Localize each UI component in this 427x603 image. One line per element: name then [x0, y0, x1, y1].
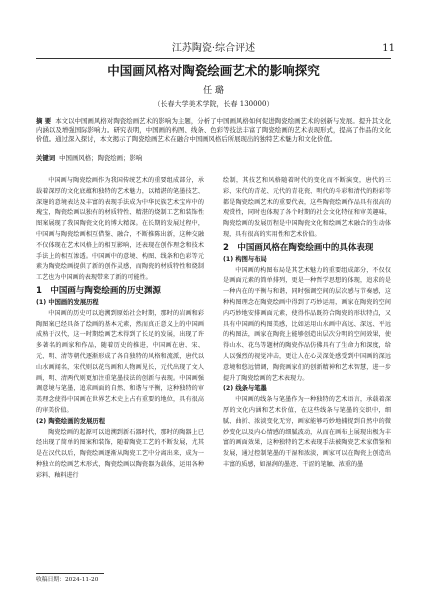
body-paragraph: 绘制，其技艺和风格随着时代的变化而不断演变，唐代的三彩、宋代的青花、元代的青花瓷、明代的斗彩和清代的粉彩等都是陶瓷绘画艺术的重要代表，这些陶瓷绘画作品具有很高的观赏性，同时也体现了各个时期的社会文化特征和审美趣味，陶瓷绘画的发展历程是中国陶瓷文化和绘画艺术融合的生动体现，具有很高的实用性和艺术价值。	[223, 177, 391, 238]
subsection-heading-1-1: (1) 中国画的发展历程	[36, 298, 99, 306]
author-affiliation: （长春大学美术学院，长春 130000）	[153, 100, 274, 108]
body-paragraph: 中国画的历史可以追溯到原始社会时期，那时的岩画和彩陶图案已经具备了绘画的基本元素，然而真正意义上的中国画成熟于汉代，这一时期绘画艺术得到了长足的发展，出现了许多著名的画家和作品，随着历史的推进，中国画在唐、宋、元、明、清等朝代逐渐形成了各自独特的风格和流派，唐代以山水画闻名，宋代则以花鸟画和人物画见长，元代出现了文人画，明、清两代则更加注重笔墨技法的创新与表现。中国画强调意境与笔墨，追求画面的自然、和谐与平衡，这种独特的审美理念使得中国画在世界艺术史上占有重要的地位，具有很高的审美价值。	[36, 309, 204, 414]
subsection-heading-2-1: (1) 构图与布局	[223, 255, 267, 263]
header-divider	[36, 58, 391, 59]
section-heading-2: 2 中国画风格在陶瓷绘画中的具体表现	[223, 242, 374, 253]
paper-title: 中国画风格对陶瓷绘画艺术的影响探究	[107, 63, 320, 78]
body-paragraph: 陶瓷绘画的起源可以追溯到新石器时代，那时的陶器上已经出现了简单的图案和装饰，随着陶瓷工艺的不断发展，尤其是在汉代以后，陶瓷绘画逐渐从陶瓷工艺中分离出来，成为一种独立的绘画艺术形式，陶瓷绘画以陶瓷器为载体，运用各种彩料、釉料进行	[36, 428, 204, 479]
body-paragraph: 中国画的构图布局是其艺术魅力的重要组成部分，不仅仅是画面元素的简单排列，更是一种哲学思想的体现，追求的是一种内在的平衡与和谐，同时强调空间的层次感与节奏感，这种构图理念在陶瓷绘画中得到了巧妙运用，画家在陶瓷的空间内巧妙地安排画面元素，使得作品既符合陶瓷的形状特点，又具有中国画的构图美感，比如运用山水画中高远、深远、平远的构图法，画家在陶瓷上能够创造出层次分明的空间效果，使得山水、花鸟等题材的陶瓷作品仿佛具有了生命力和深度，给人以强烈的视觉冲击，更让人在心灵深处感受到中国画的深远意境和悠远情调，陶瓷画家们的创新精神和艺术智慧，进一步提升了陶瓷绘画的艺术表现力。	[223, 266, 391, 382]
page-number: 11	[382, 43, 395, 54]
keywords-label: 关键词	[36, 154, 56, 162]
abstract	[36, 117, 391, 145]
footnote-divider	[36, 573, 104, 574]
running-header	[36, 42, 395, 56]
body-paragraph: 中国画的线条与笔墨作为一种独特的艺术语言，承载着深厚的文化内涵和艺术价值，在这些线条与笔墨的交织中，细腻、曲折、浓淡变化无穷，画家能够巧妙地捕捉到自然中的微妙变化以及内心情感的细腻波动，从而在画布上展现出极为丰富的画面效果，这种独特的艺术表现手法被陶瓷艺术家借鉴和发展，通过控制笔墨的干湿和浓淡，画家可以在陶瓷上创造出丰富的质感，如湿润的墨迹、干涩的笔触、浓重的墨	[223, 396, 391, 468]
keywords	[36, 154, 391, 163]
keywords-text: 中国画风格；陶瓷绘画；影响	[59, 154, 143, 162]
left-column	[36, 176, 204, 482]
subsection-heading-1-2: (2) 陶瓷绘画的发展历程	[36, 417, 106, 425]
subsection-heading-2-2: (2) 线条与笔墨	[223, 385, 267, 393]
abstract-label: 摘 要	[36, 117, 52, 125]
journal-name: 江苏陶瓷·综合评述	[171, 43, 256, 54]
intro-paragraph: 中国画与陶瓷绘画作为我国传统艺术的重要组成部分，承载着深厚的文化底蕴和独特的艺术魅力，以精湛的笔墨技艺、深邃的意境表达及丰富的表现手法成为中华民族艺术宝库中的瑰宝，陶瓷绘画以独有的材质特性、精湛的烧制工艺和装饰性图案展现了我国陶瓷文化的博大精深。在长期的发展过程中，中国画与陶瓷绘画相互借鉴、融合，不断推陈出新，这种交融不仅体现在艺术风格上的相互影响，还表现在创作理念和技术手法上的相互渗透。中国画中的意境、构图、线条和色彩等元素为陶瓷绘画提供了新的创作灵感，而陶瓷的材质特性和烧制工艺也为中国画的表现带来了新的可能性。	[36, 177, 204, 282]
abstract-text: 本文以中国画风格对陶瓷绘画艺术的影响为主题，分析了中国画风格如何促进陶瓷绘画艺术的创新与发展。提升其文化内涵以及增强国际影响力。研究表明，中国画的构图、线条、色彩等技法丰富了陶瓷绘画的艺术表现形式，提高了作品的文化价值。通过深入探讨，本文揭示了陶瓷绘画艺术在融合中国画风格后所展现出的独特艺术魅力和文化价值。	[36, 117, 391, 144]
received-date-footnote: 收稿日期：2024-11-20	[36, 577, 99, 583]
author-name: 任 璐	[203, 86, 224, 96]
right-column	[223, 176, 391, 471]
section-heading-1: 1 中国画与陶瓷绘画的历史渊源	[36, 285, 161, 296]
